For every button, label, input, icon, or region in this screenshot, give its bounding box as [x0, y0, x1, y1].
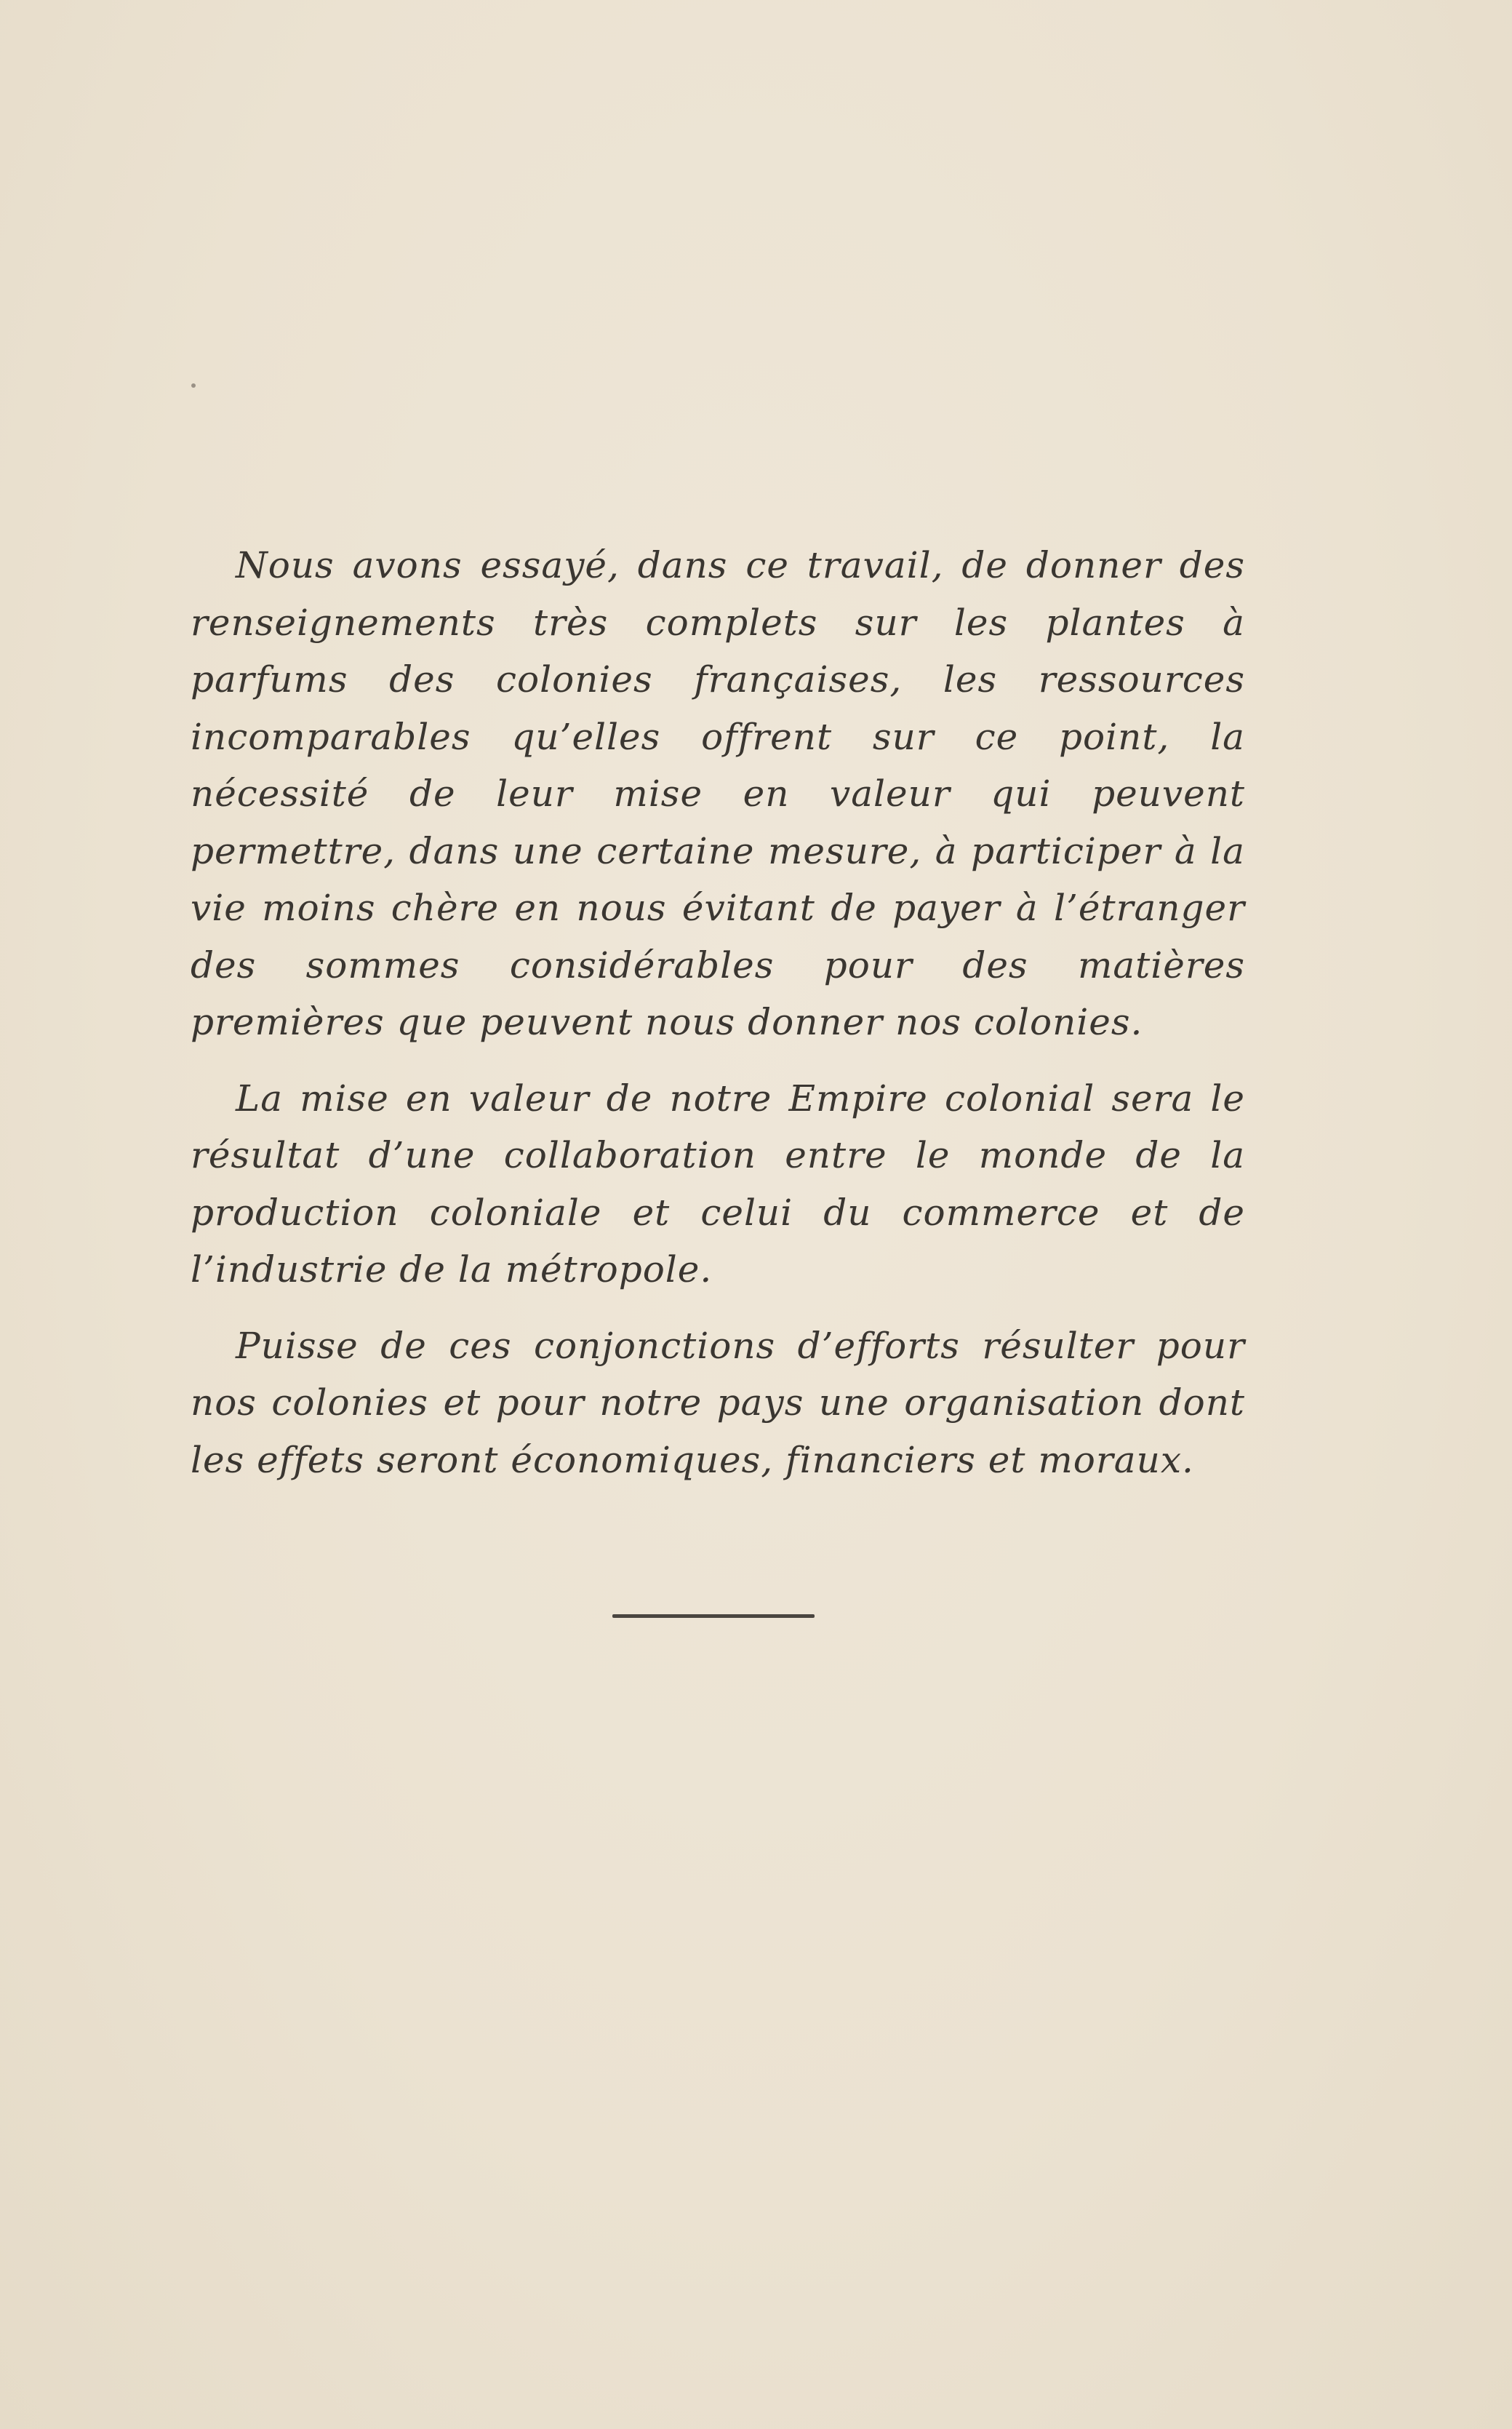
- paragraph-1: Nous avons essayé, dans ce travail, de donner des renseignements très complets sur les plantes à parfums des colonies françaises, les ressources incomparables qu’elles offrent sur ce point, la nécessité de leur mise en valeur qui peuvent permettre, dans une certaine mesure, à participer à la vie moins chère en nous évitant de payer à l’étranger des sommes considérables pour des matières premières que peuvent nous donner nos colonies.: [191, 544, 1245, 1043]
- ink-speck: [191, 383, 196, 388]
- paragraph-3: Puisse de ces conjonctions d’efforts résulter pour nos colonies et pour notre pays une organisation dont les effets seront économiques, financiers et moraux.: [191, 1324, 1245, 1481]
- paragraph-2: La mise en valeur de notre Empire colonial sera le résultat d’une collaboration entre le monde de la production coloniale et celui du commerce et de l’industrie de la métropole.: [191, 1077, 1245, 1291]
- closing-rule: [612, 1614, 815, 1618]
- body-text: [191, 537, 1245, 1488]
